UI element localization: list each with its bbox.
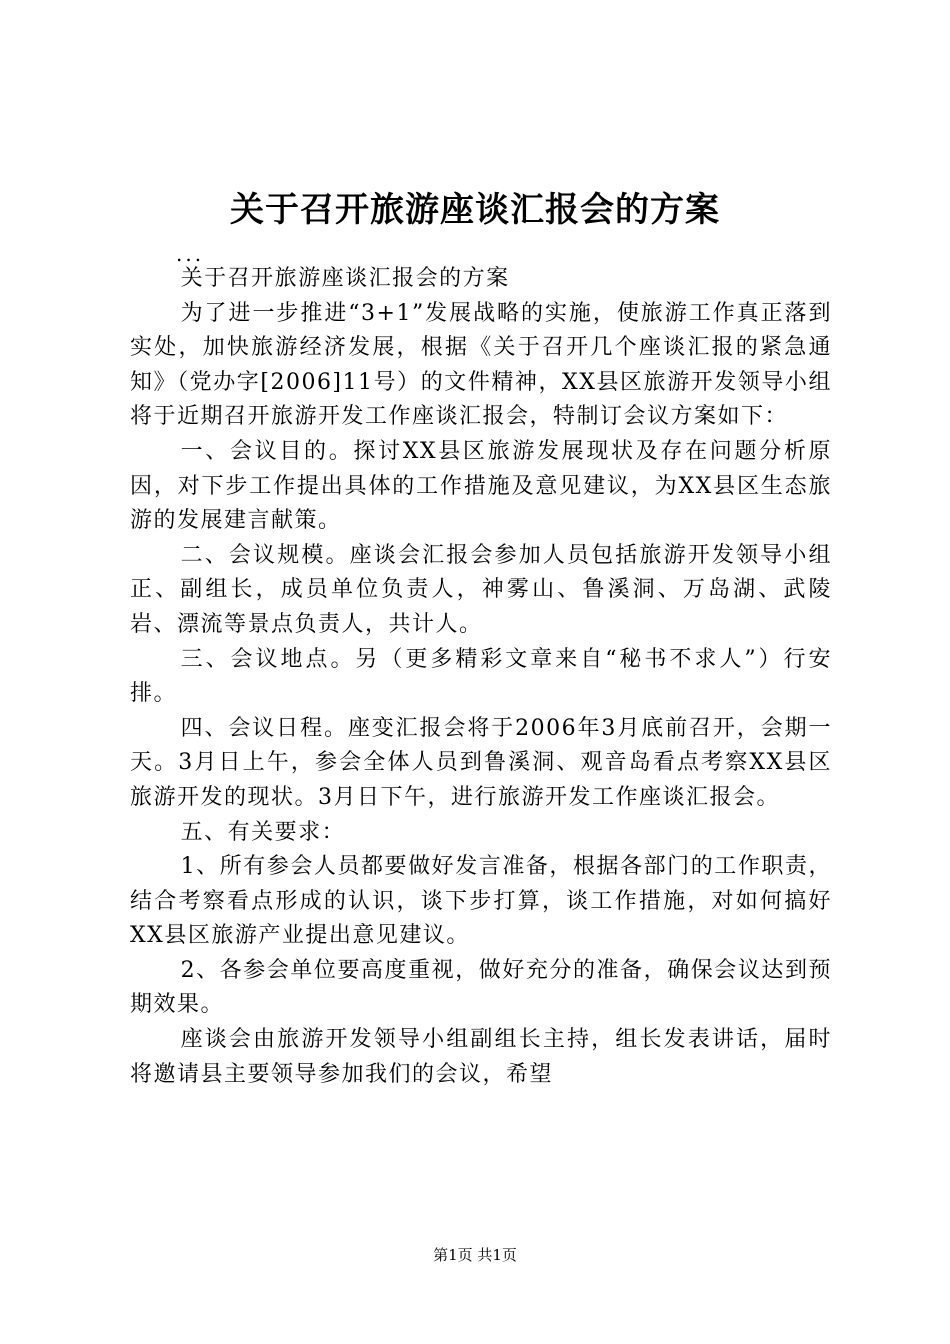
paragraph-requirement-1: 1、所有参会人员都要做好发言准备，根据各部门的工作职责，结合考察看点形成的认识，谈下步打算，谈工作措施，对如何搞好XX县区旅游产业提出意见建议。 [130, 854, 832, 949]
paragraph-location: 三、会议地点。另（更多精彩文章来自“秘书不求人”）行安排。 [130, 646, 832, 707]
ellipsis: ... [176, 242, 205, 266]
paragraph-closing: 座谈会由旅游开发领导小组副组长主持，组长发表讲话，届时将邀请县主要领导参加我们的会议，希望 [130, 1027, 832, 1087]
paragraph-purpose: 一、会议目的。探讨XX县区旅游发展现状及存在问题分析原因，对下步工作提出具体的工作措施及意见建议，为XX县区生态旅游的发展建言献策。 [130, 438, 832, 534]
page-footer: 第1页 共1页 [433, 1246, 517, 1264]
paragraph-intro: 为了进一步推进“3+1”发展战略的实施，使旅游工作真正落到实处，加快旅游经济发展，根据《关于召开几个座谈汇报的紧急通知》（党办字[2006]11号）的文件精神，XX县区旅游开发领导小组将于近期召开旅游开发工作座谈汇报会，特制订会议方案如下： [130, 300, 832, 430]
paragraph-requirements-heading: 五、有关要求： [180, 819, 346, 845]
document-title: 关于召开旅游座谈汇报会的方案 [230, 190, 720, 230]
document-body [130, 262, 832, 1092]
paragraph-schedule: 四、会议日程。座变汇报会将于2006年3月底前召开，会期一天。3月日上午，参会全体人员到鲁溪洞、观音岛看点考察XX县区旅游开发的现状。3月日下午，进行旅游开发工作座谈汇报会。 [130, 715, 832, 810]
paragraph-requirement-2: 2、各参会单位要高度重视，做好充分的准备，确保会议达到预期效果。 [130, 957, 832, 1018]
paragraph-scale: 二、会议规模。座谈会汇报会参加人员包括旅游开发领导小组正、副组长，成员单位负责人，神雾山、鲁溪洞、万岛湖、武陵岩、漂流等景点负责人，共计人。 [130, 542, 832, 637]
paragraph-heading: 关于召开旅游座谈汇报会的方案 [180, 266, 510, 291]
